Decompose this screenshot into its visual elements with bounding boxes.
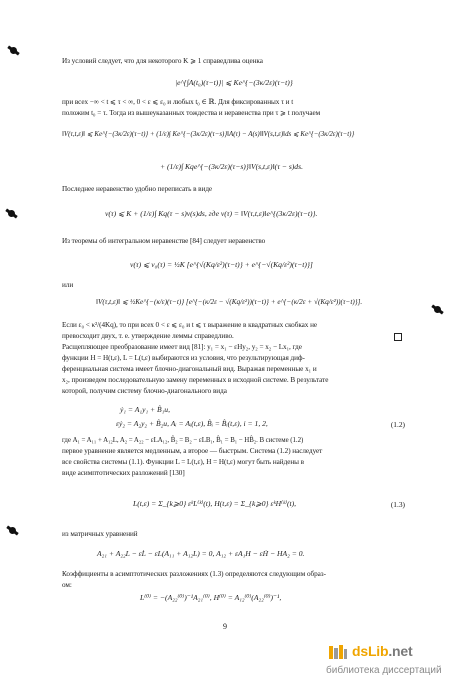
equation-integral-inequality: ν(τ) ⩽ K + (1/ε)∫ Kq(τ − s)ν(s)ds, где ν(τ) = ‖V(τ,t,ε)‖e^{(3κ/2ε)(τ−t)}. — [105, 209, 318, 218]
paragraph-line-qed — [62, 332, 234, 341]
qed-sentence: превосходит двух, т. е. утверждение леммы справедливо. — [62, 332, 234, 340]
equation-v-bound: ‖V(τ,t,ε)‖ ⩽ ½Ke^{−(κ/ε)(τ−t)} [e^{−(κ/2ε − √(Kq/ε²))(τ−t)} + e^{−(κ/2ε + √(Kq/ε²))(τ−t)}]. — [96, 298, 363, 306]
watermark-brand: dsLib.net — [352, 643, 413, 659]
system-equation-fast: εẏ₂ = A₂y₂ + B̂₂u, Aᵢ = Aᵢ(t,ε), B̂ᵢ = B̂ᵢ(t,ε), i = 1, 2, — [116, 419, 268, 428]
equation-norm-estimate-continued: + (1/ε)∫ Kqe^{−(3κ/2ε)(τ−s)}‖V(s,t,ε)‖(τ − s)ds. — [160, 162, 303, 171]
page-number: 9 — [223, 622, 227, 631]
qed-square-icon — [394, 333, 402, 341]
equation-exponent-estimate: |e^{∫A(t₀)(τ−t)}| ⩽ Ke^{−(3κ/2ε)(τ−t)} — [175, 78, 293, 87]
paragraph-line: или — [62, 281, 74, 289]
equation-number: (1.3) — [390, 500, 405, 509]
paragraph-line: Из теоремы об интегральном неравенстве [84] следует неравенство — [62, 237, 266, 245]
equation-asymptotic-expansion: L(t,ε) = Σ_{k⩾0} εᵏL⁽ᵏ⁾(t), H(t,ε) = Σ_{k⩾0} εᵏH⁽ᵏ⁾(t), — [133, 499, 297, 508]
watermark-logo — [322, 641, 442, 679]
paragraph-line: x₂, произведем последовательную замену переменных в исходной системе. В результате — [62, 376, 329, 384]
paragraph-line: из матричных уравнений — [62, 530, 138, 538]
scan-artifact-mark — [8, 210, 15, 217]
paragraph-line: функции H = H(t,ε), L = L(t,ε) выбираются из условия, что результирующая диф- — [62, 354, 305, 362]
equation-nu-bound: ν(τ) ⩽ ν₀(τ) = ½K [e^{√(Kq/ε²)(τ−t)} + e^{−√(Kq/ε²)(τ−t)}] — [130, 260, 313, 269]
paragraph-line: ом: — [62, 581, 72, 589]
scan-artifact-mark — [434, 306, 441, 313]
book-stack-icon — [328, 644, 348, 660]
equation-number: (1.2) — [390, 420, 405, 429]
paragraph-line: все свойства системы (1.1). Функции L = L(t,ε), H = H(t,ε) могут быть найдены в — [62, 458, 305, 466]
equation-matrix: A₂₁ + A₂₂L − εL̇ − εL(A₁₁ + A₁₂L) = 0, A₁₂ + εA₁H − εḢ − HA₂ = 0. — [97, 549, 305, 558]
equation-norm-estimate: ‖V(τ,t,ε)‖ ⩽ Ke^{−(3κ/2ε)(τ−t)} + (1/ε)∫ Ke^{−(3κ/2ε)(τ−s)}‖A(τ) − A(s)‖‖V(s,t,ε)‖ds ⩽ Ke^{−(3κ/2ε)(τ−t)} — [62, 131, 355, 138]
paragraph-line: Коэффициенты в асимптотических разложениях (1.3) определяются следующим образ- — [62, 570, 326, 578]
paragraph-line: которой, получим систему блочно-диагонального вида — [62, 387, 227, 395]
paragraph-line: ференциальная система имеет блочно-диагональный вид. Выражая переменные x₁ и — [62, 365, 317, 373]
scan-artifact-mark — [10, 47, 17, 54]
scan-artifact-mark — [9, 527, 16, 534]
system-equation-slow: ẏ₁ = A₁y₁ + B̂₁u, — [120, 405, 170, 414]
paragraph-line: виде асимптотических разложений [130] — [62, 469, 185, 477]
paragraph-line: Если ε₀ < κ²/(4Kq), то при всех 0 < ε ⩽ ε₀ и t ⩽ τ выражение в квадратных скобках не — [62, 321, 318, 329]
paragraph-line: Последнее неравенство удобно переписать в виде — [62, 185, 213, 193]
paragraph-line: при всех −∞ < t ⩽ τ < ∞, 0 < ε ⩽ ε₀ и любых t₀ ∈ ℝ. Для фиксированных τ и t — [62, 98, 294, 106]
paragraph-line: где A₁ = A₁₁ + A₁₂L, A₂ = A₂₂ − εLA₁₂, B̂₂ = B₂ − εLB₁, B̂₁ = B₁ − HB̂₂. В системе (1.2) — [62, 437, 304, 444]
equation-coefficients: L⁽⁰⁾ = −(A₂₂⁽⁰⁾)⁻¹A₂₁⁽⁰⁾, H⁽⁰⁾ = A₁₂⁽⁰⁾(A₂₂⁽⁰⁾)⁻¹, — [140, 593, 282, 602]
paragraph-line: Из условий следует, что для некоторого K ⩾ 1 справедлива оценка — [62, 57, 263, 65]
watermark-subtitle: библиотека диссертаций — [326, 665, 442, 676]
paragraph-line: первое уравнение является медленным, а второе — быстрым. Система (1.2) наследует — [62, 447, 323, 455]
paragraph-line: положим t₀ = τ. Тогда из вышеуказанных тождества и неравенства при τ ⩾ t получаем — [62, 109, 321, 117]
paragraph-line: Расщепляющее преобразование имеет вид [81]: y₁ = x₁ − εHy₂, y₂ = x₂ − Lx₁, где — [62, 343, 302, 351]
